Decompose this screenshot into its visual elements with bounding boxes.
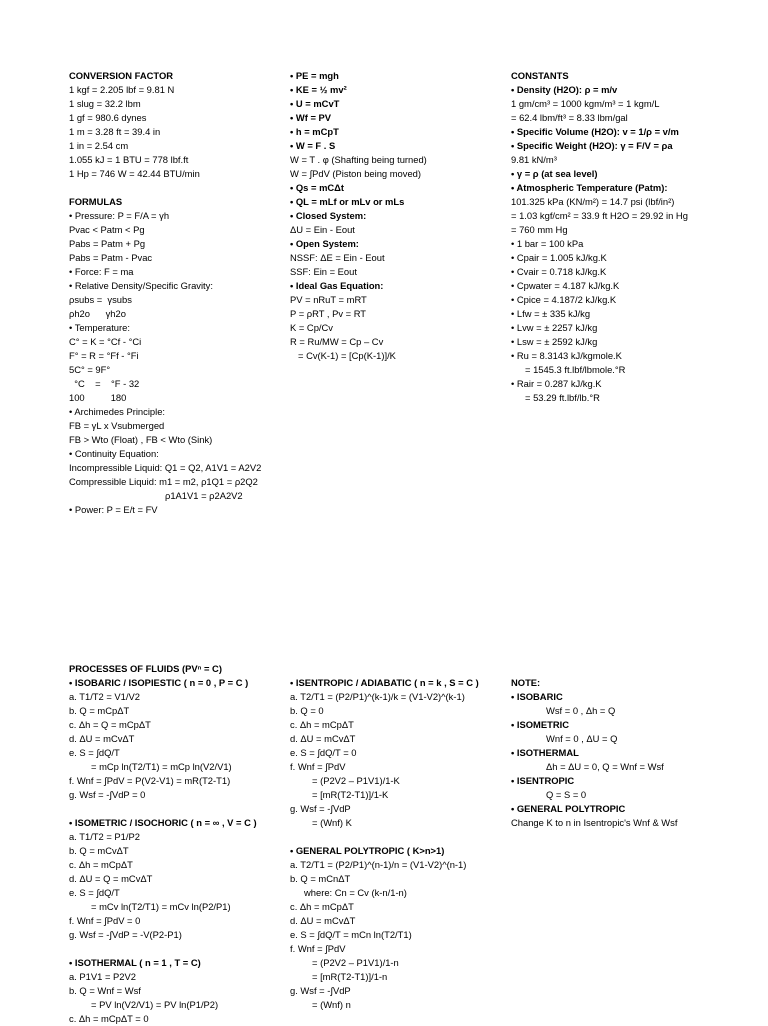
force-formula: • Force: F = ma: [69, 266, 134, 277]
conversion-factor-heading: CONVERSION FACTOR: [69, 70, 174, 81]
latent-heat: • QL = mLf or mLv or mLs: [290, 196, 405, 207]
polytropic-heading: • GENERAL POLYTROPIC ( K>n>1): [290, 845, 445, 856]
isobaric-c: c. Δh = Q = mCpΔT: [69, 719, 151, 730]
energy-formulas-column: [290, 69, 515, 363]
conversion-slug: 1 slug = 32.2 lbm: [69, 98, 141, 109]
isothermal-heading: • ISOTHERMAL ( n = 1 , T = C): [69, 957, 201, 968]
constants-column: [511, 69, 761, 405]
polytropic-b-where: where: Cn = Cv (k-n/1-n): [304, 887, 407, 898]
spacer: [69, 181, 289, 195]
temperature-fahrenheit-rankine: F° = R = °Ff - °Fi: [69, 350, 139, 361]
notes-column: [511, 676, 761, 830]
pressure-formula: • Pressure: P = F/A = γh: [69, 210, 170, 221]
isentropic-b: b. Q = 0: [290, 705, 324, 716]
work-piston: W = ∫PdV (Piston being moved): [290, 168, 422, 179]
cp-water: • Cpwater = 4.187 kJ/kg.K: [511, 280, 620, 291]
polytropic-g-cont: = (Wnf) n: [312, 999, 351, 1010]
buoyant-force: FB = γL x Vsubmerged: [69, 420, 165, 431]
temperature-ratio: 5C° = 9F°: [69, 364, 111, 375]
specific-weight: • Specific Weight (H2O): γ = F/V = ρa: [511, 140, 673, 151]
latent-vaporization: • Lvw = ± 2257 kJ/kg: [511, 322, 598, 333]
note-isometric-value: Wnf = 0 , ΔU = Q: [546, 733, 618, 744]
gas-constant-cv: = Cv(K-1) = [Cp(K-1)]/K: [298, 350, 396, 361]
isentropic-f-cont1: = (P2V2 – P1V1)/1-K: [312, 775, 400, 786]
isometric-b: b. Q = mCvΔT: [69, 845, 129, 856]
kinetic-energy: • KE = ½ mv²: [290, 84, 347, 95]
isometric-e: e. S = ∫dQ/T: [69, 887, 120, 898]
ideal-gas-density: P = ρRT , Pv = RT: [290, 308, 367, 319]
isentropic-polytropic-column: [290, 676, 515, 1012]
internal-energy: • U = mCvT: [290, 98, 340, 109]
polytropic-e: e. S = ∫dQ/T = mCn ln(T2/T1): [290, 929, 412, 940]
temperature-heading: • Temperature:: [69, 322, 130, 333]
power-formula: • Power: P = E/t = FV: [69, 504, 158, 515]
archimedes-heading: • Archimedes Principle:: [69, 406, 166, 417]
potential-energy: • PE = mgh: [290, 70, 339, 81]
atmospheric-heading: • Atmospheric Temperature (Patm):: [511, 182, 668, 193]
isometric-e-cont: = mCv ln(T2/T1) = mCv ln(P2/P1): [91, 901, 231, 912]
constants-heading: CONSTANTS: [511, 70, 569, 81]
isentropic-d: d. ΔU = mCvΔT: [290, 733, 356, 744]
air-gas-constant: • Rair = 0.287 kJ/kg.K: [511, 378, 602, 389]
isentropic-g-cont: = (Wnf) K: [312, 817, 352, 828]
continuity-compressible-area: ρ1A1V1 = ρ2A2V2: [165, 490, 243, 501]
specific-weight-value: 9.81 kN/m³: [511, 154, 557, 165]
sensible-heat: • Qs = mCΔt: [290, 182, 345, 193]
gamma-rho-sea-level: • γ = ρ (at sea level): [511, 168, 598, 179]
ideal-gas-pv: PV = nRuT = mRT: [290, 294, 367, 305]
air-gas-constant-imperial: = 53.29 ft.lbf/lb.°R: [525, 392, 600, 403]
spacer: [290, 830, 515, 844]
isothermal-b: b. Q = Wnf = Wsf: [69, 985, 141, 996]
isometric-heading: • ISOMETRIC / ISOCHORIC ( n = ∞ , V = C ): [69, 817, 257, 828]
conversion-and-formulas-column: [69, 69, 289, 517]
latent-sublimation: • Lsw = ± 2592 kJ/kg: [511, 336, 598, 347]
isometric-g: g. Wsf = -∫VdP = -V(P2-P1): [69, 929, 182, 940]
cp-ice: • Cpice = 4.187/2 kJ/kg.K: [511, 294, 617, 305]
conversion-meter: 1 m = 3.28 ft = 39.4 in: [69, 126, 161, 137]
work: • W = F . S: [290, 140, 336, 151]
density-water: • Density (H2O): ρ = m/v: [511, 84, 618, 95]
isobaric-a: a. T1/T2 = V1/V2: [69, 691, 140, 702]
conversion-gf: 1 gf = 980.6 dynes: [69, 112, 147, 123]
note-isothermal-value: Δh = ΔU = 0, Q = Wnf = Wsf: [546, 761, 664, 772]
nssf-equation: NSSF: ΔE = Ein - Eout: [290, 252, 385, 263]
isentropic-g: g. Wsf = -∫VdP: [290, 803, 351, 814]
isobaric-e-cont: = mCp ln(T2/T1) = mCp ln(V2/V1): [91, 761, 232, 772]
absolute-pressure-vacuum: Pabs = Patm - Pvac: [69, 252, 153, 263]
isentropic-f-cont2: = [mR(T2-T1)]/1-K: [312, 789, 389, 800]
temperature-fraction-bottom: 100 180: [69, 392, 127, 403]
isothermal-c: c. Δh = mCpΔT = 0: [69, 1013, 149, 1024]
note-isometric: • ISOMETRIC: [511, 719, 569, 730]
continuity-heading: • Continuity Equation:: [69, 448, 159, 459]
float-sink-condition: FB > Wto (Float) , FB < Wto (Sink): [69, 434, 213, 445]
isentropic-f: f. Wnf = ∫PdV: [290, 761, 346, 772]
isothermal-a: a. P1V1 = P2V2: [69, 971, 136, 982]
processes-heading: PROCESSES OF FLUIDS (PVⁿ = C): [69, 663, 222, 674]
ideal-gas-heading: • Ideal Gas Equation:: [290, 280, 384, 291]
note-polytropic: • GENERAL POLYTROPIC: [511, 803, 626, 814]
polytropic-f-cont2: = [mR(T2-T1)]/1-n: [312, 971, 388, 982]
isobaric-g: g. Wsf = -∫VdP = 0: [69, 789, 146, 800]
polytropic-d: d. ΔU = mCvΔT: [290, 915, 356, 926]
polytropic-a: a. T2/T1 = (P2/P1)^(n-1)/n = (V1-V2)^(n-1): [290, 859, 467, 870]
latent-fusion: • Lfw = ± 335 kJ/kg: [511, 308, 591, 319]
conversion-kgf: 1 kgf = 2.205 lbf = 9.81 N: [69, 84, 175, 95]
absolute-pressure-gauge: Pabs = Patm + Pg: [69, 238, 146, 249]
formulas-heading: FORMULAS: [69, 196, 123, 207]
isentropic-e: e. S = ∫dQ/T = 0: [290, 747, 357, 758]
atmospheric-kpa: 101.325 kPa (KN/m²) = 14.7 psi (lbf/in²): [511, 196, 675, 207]
work-shafting: W = T . φ (Shafting being turned): [290, 154, 427, 165]
gas-constant: R = Ru/MW = Cp – Cv: [290, 336, 384, 347]
cv-air: • Cvair = 0.718 kJ/kg.K: [511, 266, 607, 277]
isobaric-b: b. Q = mCpΔT: [69, 705, 130, 716]
open-system-heading: • Open System:: [290, 238, 359, 249]
isobaric-f: f. Wnf = ∫PdV = P(V2-V1) = mR(T2-T1): [69, 775, 231, 786]
processes-column: [69, 662, 294, 1026]
isentropic-c: c. Δh = mCpΔT: [290, 719, 354, 730]
polytropic-b: b. Q = mCnΔT: [290, 873, 351, 884]
note-isentropic: • ISENTROPIC: [511, 775, 575, 786]
universal-gas-constant-imperial: = 1545.3 ft.lbf/lbmole.°R: [525, 364, 626, 375]
atmospheric-kgf: = 1.03 kgf/cm² = 33.9 ft H2O = 29.92 in Hg: [511, 210, 688, 221]
temperature-fraction-top: °C = °F - 32: [69, 378, 140, 389]
isentropic-a: a. T2/T1 = (P2/P1)^(k-1)/k = (V1-V2)^(k-1): [290, 691, 465, 702]
ssf-equation: SSF: Ein = Eout: [290, 266, 357, 277]
relative-density-denominator: ρh2o γh2o: [69, 308, 126, 319]
note-isobaric-value: Wsf = 0 , Δh = Q: [546, 705, 616, 716]
isobaric-heading: • ISOBARIC / ISOPIESTIC ( n = 0 , P = C ): [69, 677, 249, 688]
cp-air: • Cpair = 1.005 kJ/kg.K: [511, 252, 607, 263]
polytropic-f: f. Wnf = ∫PdV: [290, 943, 346, 954]
closed-system-heading: • Closed System:: [290, 210, 367, 221]
pressure-relation: Pvac < Patm < Pg: [69, 224, 145, 235]
temperature-celsius-kelvin: C° = K = °Cf - °Ci: [69, 336, 142, 347]
enthalpy: • h = mCpT: [290, 126, 339, 137]
atmospheric-mmhg: = 760 mm Hg: [511, 224, 568, 235]
spacer: [69, 802, 294, 816]
isometric-d: d. ΔU = Q = mCvΔT: [69, 873, 153, 884]
isothermal-b-cont: = PV ln(V2/V1) = PV ln(P1/P2): [91, 999, 219, 1010]
specific-heat-ratio: K = Cp/Cv: [290, 322, 333, 333]
note-isobaric: • ISOBARIC: [511, 691, 563, 702]
polytropic-g: g. Wsf = -∫VdP: [290, 985, 351, 996]
conversion-btu: 1.055 kJ = 1 BTU = 778 lbf.ft: [69, 154, 189, 165]
relative-density-heading: • Relative Density/Specific Gravity:: [69, 280, 213, 291]
conversion-hp: 1 Hp = 746 W = 42.44 BTU/min: [69, 168, 200, 179]
note-isentropic-value: Q = S = 0: [546, 789, 587, 800]
isobaric-d: d. ΔU = mCvΔT: [69, 733, 135, 744]
polytropic-c: c. Δh = mCpΔT: [290, 901, 354, 912]
note-isothermal: • ISOTHERMAL: [511, 747, 579, 758]
closed-system-equation: ΔU = Ein - Eout: [290, 224, 355, 235]
isometric-c: c. Δh = mCpΔT: [69, 859, 133, 870]
conversion-inch: 1 in = 2.54 cm: [69, 140, 129, 151]
spacer: [69, 942, 294, 956]
density-units: 1 gm/cm³ = 1000 kgm/m³ = 1 kgm/L: [511, 98, 660, 109]
flow-work: • Wf = PV: [290, 112, 332, 123]
relative-density-numerator: ρsubs = γsubs: [69, 294, 132, 305]
bar-constant: • 1 bar = 100 kPa: [511, 238, 584, 249]
isentropic-heading: • ISENTROPIC / ADIABATIC ( n = k , S = C ): [290, 677, 479, 688]
density-imperial: = 62.4 lbm/ft³ = 8.33 lbm/gal: [511, 112, 628, 123]
continuity-compressible: Compressible Liquid: m1 = m2, ρ1Q1 = ρ2Q2: [69, 476, 258, 487]
isobaric-e: e. S = ∫dQ/T: [69, 747, 120, 758]
note-polytropic-value: Change K to n in Isentropic's Wnf & Wsf: [511, 817, 678, 828]
specific-volume: • Specific Volume (H2O): v = 1/ρ = v/m: [511, 126, 679, 137]
isometric-a: a. T1/T2 = P1/P2: [69, 831, 140, 842]
note-heading: NOTE:: [511, 677, 541, 688]
universal-gas-constant: • Ru = 8.3143 kJ/kgmole.K: [511, 350, 622, 361]
polytropic-f-cont1: = (P2V2 – P1V1)/1-n: [312, 957, 399, 968]
continuity-incompressible: Incompressible Liquid: Q1 = Q2, A1V1 = A2V2: [69, 462, 262, 473]
isometric-f: f. Wnf = ∫PdV = 0: [69, 915, 141, 926]
